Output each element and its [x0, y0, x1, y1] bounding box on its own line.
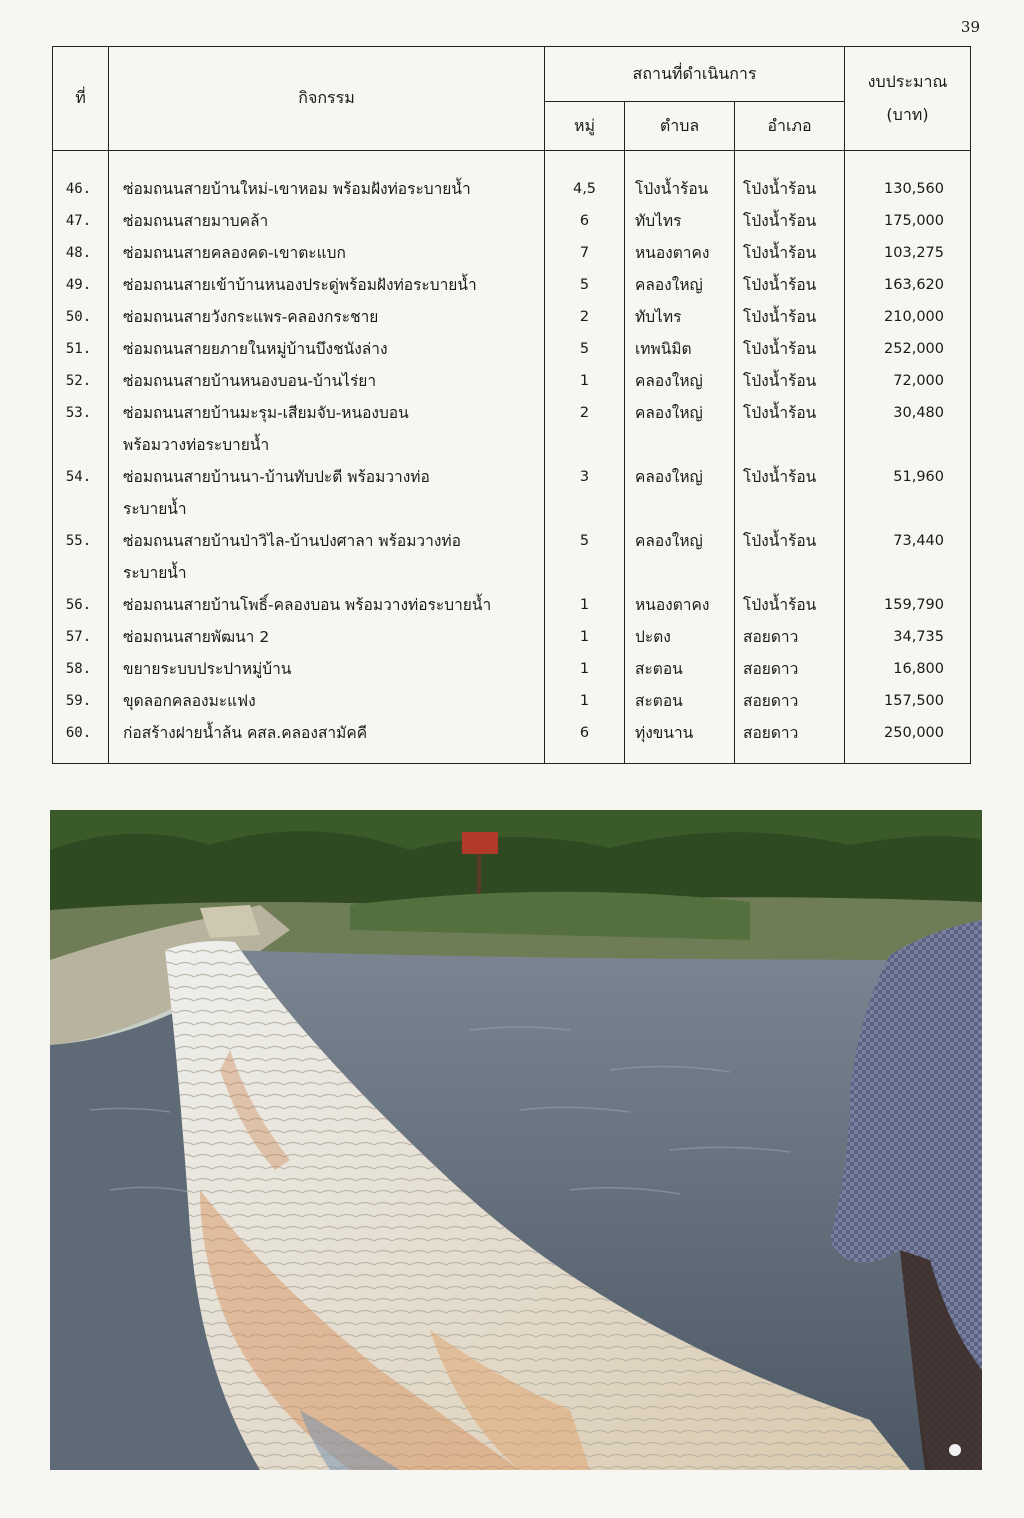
row-moo: 1 — [545, 621, 625, 653]
row-moo: 5 — [545, 333, 625, 365]
row-activity — [109, 397, 545, 461]
budget-table — [52, 46, 971, 764]
row-amphoe: สอยดาว — [735, 621, 845, 653]
row-moo: 5 — [545, 525, 625, 589]
row-tambon: สะตอน — [625, 653, 735, 685]
row-tambon: โป่งน้ำร้อน — [625, 151, 735, 206]
row-activity-line: ซ่อมถนนสายบ้านหนองบอน-บ้านไร่ยา — [123, 372, 377, 390]
row-budget: 103,275 — [845, 237, 971, 269]
header-moo: หมู่ — [545, 102, 625, 151]
row-activity — [109, 365, 545, 397]
row-activity-line-2: พร้อมวางท่อระบายน้ำ — [123, 436, 270, 454]
row-amphoe: โป่งน้ำร้อน — [735, 237, 845, 269]
header-budget — [845, 47, 971, 151]
header-budget-line1: งบประมาณ — [867, 71, 948, 91]
row-activity — [109, 333, 545, 365]
row-budget: 73,440 — [845, 525, 971, 589]
row-tambon: คลองใหญ่ — [625, 365, 735, 397]
row-tambon: ทุ่งขนาน — [625, 717, 735, 764]
row-budget: 250,000 — [845, 717, 971, 764]
table-row — [53, 365, 971, 397]
row-amphoe: โป่งน้ำร้อน — [735, 205, 845, 237]
header-tambon: ตำบล — [625, 102, 735, 151]
table-row — [53, 205, 971, 237]
table-row — [53, 237, 971, 269]
row-number: 54. — [53, 461, 109, 525]
row-activity-line: ซ่อมถนนสายคลองคด-เขาตะแบก — [123, 244, 346, 262]
header-no: ที่ — [53, 47, 109, 151]
row-activity-line: ซ่อมถนนสายพัฒนา 2 — [123, 628, 270, 646]
row-tambon: หนองตาคง — [625, 237, 735, 269]
row-moo: 4,5 — [545, 151, 625, 206]
row-moo: 5 — [545, 269, 625, 301]
row-amphoe: โป่งน้ำร้อน — [735, 333, 845, 365]
row-activity — [109, 205, 545, 237]
row-activity — [109, 717, 545, 764]
row-tambon: คลองใหญ่ — [625, 461, 735, 525]
row-number: 58. — [53, 653, 109, 685]
row-amphoe: สอยดาว — [735, 685, 845, 717]
row-moo: 6 — [545, 717, 625, 764]
table-row — [53, 685, 971, 717]
table-row — [53, 653, 971, 685]
row-amphoe: โป่งน้ำร้อน — [735, 397, 845, 461]
row-number: 53. — [53, 397, 109, 461]
table-row — [53, 525, 971, 589]
row-budget: 163,620 — [845, 269, 971, 301]
row-activity-line-2: ระบายน้ำ — [123, 564, 187, 582]
row-activity-line: ก่อสร้างฝายน้ำล้น คสล.คลองสามัคคี — [123, 724, 368, 742]
row-tambon: คลองใหญ่ — [625, 269, 735, 301]
row-activity — [109, 589, 545, 621]
row-number: 59. — [53, 685, 109, 717]
row-number: 48. — [53, 237, 109, 269]
row-amphoe: โป่งน้ำร้อน — [735, 269, 845, 301]
row-activity — [109, 653, 545, 685]
row-activity-line: ขยายระบบประปาหมู่บ้าน — [123, 660, 292, 678]
row-tambon: สะตอน — [625, 685, 735, 717]
row-budget: 210,000 — [845, 301, 971, 333]
row-tambon: คลองใหญ่ — [625, 397, 735, 461]
row-number: 60. — [53, 717, 109, 764]
row-tambon: ทับไทร — [625, 205, 735, 237]
row-budget: 30,480 — [845, 397, 971, 461]
table-body — [53, 151, 971, 764]
row-budget: 252,000 — [845, 333, 971, 365]
row-amphoe: โป่งน้ำร้อน — [735, 589, 845, 621]
row-moo: 3 — [545, 461, 625, 525]
row-activity-line: ซ่อมถนนสายมาบคล้า — [123, 212, 269, 230]
row-number: 55. — [53, 525, 109, 589]
row-moo: 7 — [545, 237, 625, 269]
row-number: 46. — [53, 151, 109, 206]
table-row — [53, 589, 971, 621]
budget-table-container — [52, 46, 970, 764]
row-budget: 130,560 — [845, 151, 971, 206]
row-number: 57. — [53, 621, 109, 653]
row-budget: 157,500 — [845, 685, 971, 717]
row-moo: 1 — [545, 589, 625, 621]
row-budget: 159,790 — [845, 589, 971, 621]
row-activity — [109, 525, 545, 589]
row-moo: 2 — [545, 397, 625, 461]
row-activity-line-2: ระบายน้ำ — [123, 500, 187, 518]
row-moo: 2 — [545, 301, 625, 333]
row-number: 52. — [53, 365, 109, 397]
row-activity-line: ซ่อมถนนสายบ้านป่าวิไล-บ้านปงศาลา พร้อมวางท่อ — [123, 532, 461, 550]
row-number: 50. — [53, 301, 109, 333]
row-budget: 16,800 — [845, 653, 971, 685]
row-number: 51. — [53, 333, 109, 365]
table-row — [53, 151, 971, 206]
row-number: 47. — [53, 205, 109, 237]
row-tambon: ปะตง — [625, 621, 735, 653]
row-number: 49. — [53, 269, 109, 301]
row-activity-line: ซ่อมถนนสายยภายในหมู่บ้านบึงชนังล่าง — [123, 340, 388, 358]
row-activity-line: ซ่อมถนนสายบ้านมะรุม-เสียมจับ-หนองบอน — [123, 404, 409, 422]
row-activity-line: ซ่อมถนนสายบ้านใหม่-เขาหอม พร้อมฝังท่อระบายน้ำ — [123, 180, 471, 198]
row-moo: 1 — [545, 365, 625, 397]
row-activity-line: ซ่อมถนนสายบ้านโพธิ์-คลองบอน พร้อมวางท่อระบายน้ำ — [123, 596, 492, 614]
row-budget: 175,000 — [845, 205, 971, 237]
header-location: สถานที่ดำเนินการ — [545, 47, 845, 102]
row-activity — [109, 685, 545, 717]
row-moo: 1 — [545, 685, 625, 717]
row-activity — [109, 301, 545, 333]
table-row — [53, 397, 971, 461]
row-moo: 1 — [545, 653, 625, 685]
row-tambon: เทพนิมิต — [625, 333, 735, 365]
header-amphoe: อำเภอ — [735, 102, 845, 151]
row-budget: 34,735 — [845, 621, 971, 653]
sandbag-weir-photo — [50, 810, 982, 1470]
row-amphoe: สอยดาว — [735, 717, 845, 764]
row-activity — [109, 461, 545, 525]
row-activity-line: ซ่อมถนนสายเข้าบ้านหนองประดู่พร้อมฝังท่อระบายน้ำ — [123, 276, 477, 294]
table-row — [53, 269, 971, 301]
table-row — [53, 461, 971, 525]
row-amphoe: สอยดาว — [735, 653, 845, 685]
row-activity — [109, 151, 545, 206]
row-amphoe: โป่งน้ำร้อน — [735, 461, 845, 525]
row-budget: 51,960 — [845, 461, 971, 525]
row-activity-line: ซ่อมถนนสายบ้านนา-บ้านทับปะตี พร้อมวางท่อ — [123, 468, 430, 486]
row-activity — [109, 621, 545, 653]
table-row — [53, 301, 971, 333]
row-amphoe: โป่งน้ำร้อน — [735, 151, 845, 206]
row-amphoe: โป่งน้ำร้อน — [735, 365, 845, 397]
row-tambon: คลองใหญ่ — [625, 525, 735, 589]
table-row — [53, 717, 971, 764]
row-activity — [109, 237, 545, 269]
row-activity-line: ซ่อมถนนสายวังกระแพร-คลองกระชาย — [123, 308, 379, 326]
row-budget: 72,000 — [845, 365, 971, 397]
header-activity: กิจกรรม — [109, 47, 545, 151]
row-amphoe: โป่งน้ำร้อน — [735, 525, 845, 589]
row-number: 56. — [53, 589, 109, 621]
row-activity — [109, 269, 545, 301]
row-moo: 6 — [545, 205, 625, 237]
row-tambon: หนองตาคง — [625, 589, 735, 621]
row-tambon: ทับไทร — [625, 301, 735, 333]
row-amphoe: โป่งน้ำร้อน — [735, 301, 845, 333]
table-row — [53, 621, 971, 653]
page-number: 39 — [960, 18, 980, 36]
header-budget-line2: (บาท) — [886, 104, 929, 124]
row-activity-line: ขุดลอกคลองมะแฟง — [123, 692, 256, 710]
table-row — [53, 333, 971, 365]
